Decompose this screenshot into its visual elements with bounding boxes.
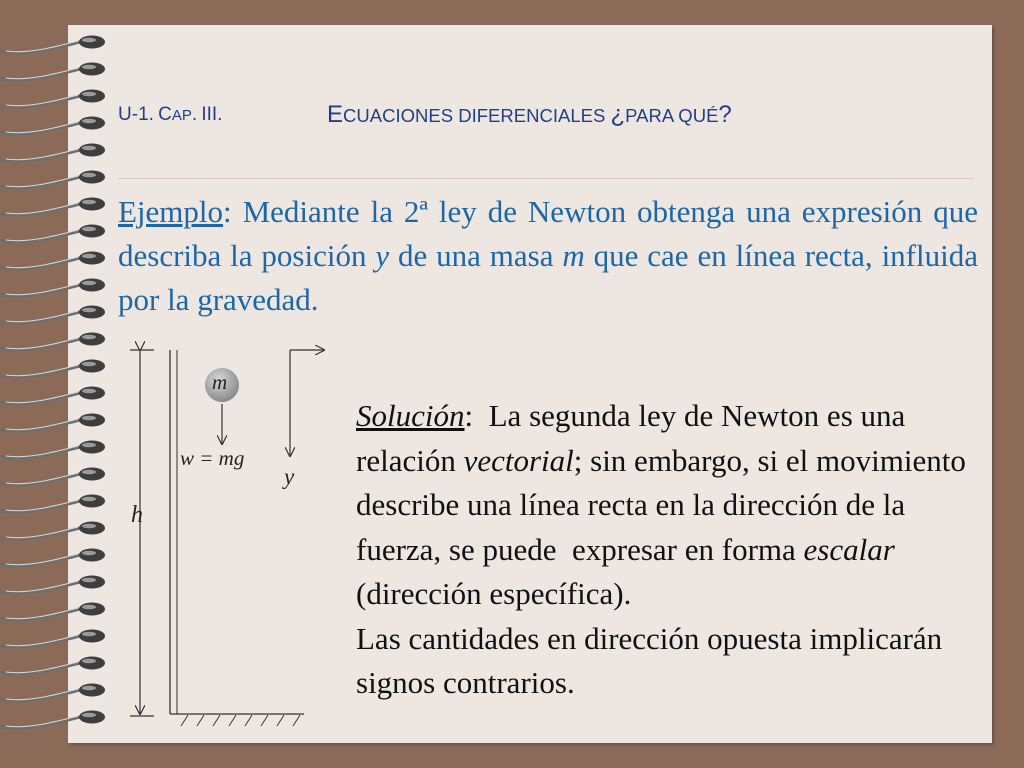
spiral-coil <box>2 603 105 621</box>
example-label: Ejemplo <box>118 194 224 229</box>
slide-header <box>118 101 998 135</box>
weight-label: w = mg <box>180 446 245 470</box>
solution-em-escalar: escalar <box>803 531 895 567</box>
header-divider <box>118 178 974 179</box>
y-axis-label: y <box>284 464 295 489</box>
spiral-coil <box>2 684 105 702</box>
spiral-coil <box>2 171 105 189</box>
solution-em-vectorial: vectorial <box>463 442 574 478</box>
solution-block <box>356 394 986 706</box>
spiral-coil <box>2 468 105 486</box>
solution-text-3: (dirección específica). <box>356 576 632 611</box>
example-var-m: m <box>562 238 585 273</box>
spiral-coil <box>2 144 105 162</box>
example-text-3: que cae en línea recta, influida por la gravedad. <box>118 238 978 317</box>
spiral-coil <box>2 495 105 513</box>
spiral-coil <box>2 333 105 351</box>
mass-label: m <box>212 370 228 394</box>
example-paragraph <box>118 190 978 322</box>
solution-label: Solución <box>356 398 465 433</box>
spiral-coil <box>2 549 105 567</box>
slide-title: ECUACIONES DIFERENCIALES ¿PARA QUÉ? <box>327 101 732 128</box>
spiral-coil <box>2 36 105 54</box>
example-var-y: y <box>375 238 390 273</box>
spiral-coil <box>2 414 105 432</box>
ground-hatch <box>181 715 300 726</box>
spiral-coil <box>2 576 105 594</box>
spiral-coil <box>2 279 105 297</box>
example-sep: : <box>223 194 232 229</box>
spiral-coil <box>2 63 105 81</box>
example-text-2: de una masa <box>389 238 563 273</box>
spiral-binding <box>0 0 120 768</box>
falling-mass-diagram <box>112 340 342 730</box>
chapter-code: U-1. CAP. III. <box>118 104 223 125</box>
spiral-coil <box>2 306 105 324</box>
spiral-coil <box>2 387 105 405</box>
solution-paragraph <box>356 394 986 617</box>
h-label: h <box>131 502 143 528</box>
spiral-coil <box>2 225 105 243</box>
spiral-coil <box>2 90 105 108</box>
spiral-coil <box>2 657 105 675</box>
spiral-coil <box>2 117 105 135</box>
spiral-coil <box>2 630 105 648</box>
solution-note: Las cantidades en dirección opuesta implicarán signos contrarios. <box>356 620 943 700</box>
solution-sep: : <box>464 398 474 433</box>
spiral-coil <box>2 522 105 540</box>
diagram-drawing <box>112 340 342 730</box>
spiral-coil <box>2 711 105 729</box>
spiral-coil <box>2 360 105 378</box>
spiral-coil <box>2 198 105 216</box>
solution-text-1: La segunda ley de Newton es una relación <box>356 398 914 478</box>
spiral-coil <box>2 441 105 459</box>
example-text-1: Mediante la 2ª ley de Newton obtenga una expresión que describa la posición <box>118 194 978 273</box>
solution-text-2: ; sin embargo, si el movimiento describe una línea recta en la dirección de la fuerza, se puede expresar en forma <box>356 442 974 567</box>
spiral-coil <box>2 252 105 270</box>
